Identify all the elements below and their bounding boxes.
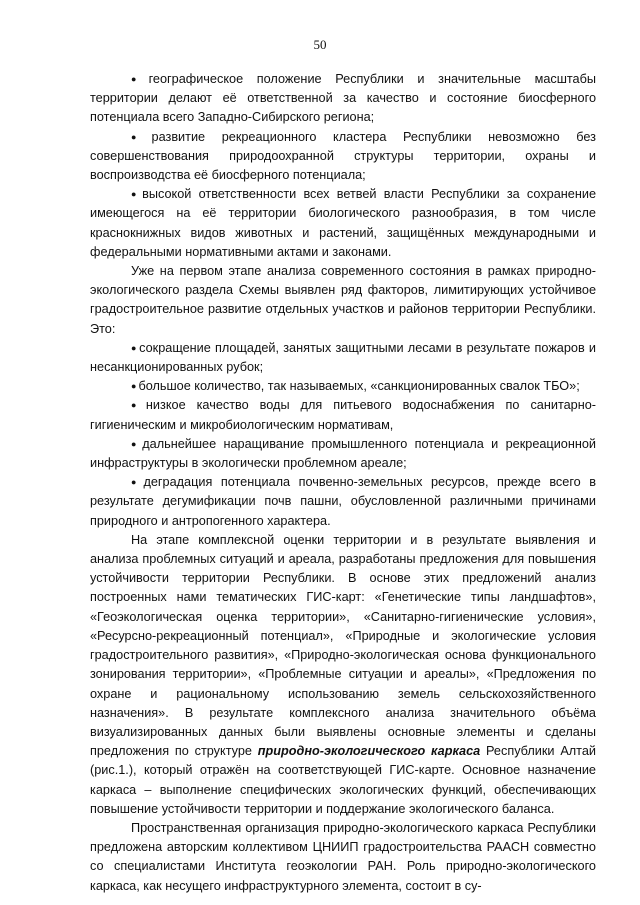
page-number: 50 xyxy=(313,37,327,52)
bullet-icon: ● xyxy=(131,189,141,200)
emphasis-term: природно-экологического каркаса xyxy=(257,744,481,759)
paragraph-spatial: Пространственная организация природно-экологического каркаса Республики предложена авторским коллективом ЦНИИП градостроительства РААСН совместно со специалистами Института геоэкологии РАН. Роль природно-экологического каркаса, как несущего инфраструктурного элемента, состоит в су- xyxy=(90,820,596,893)
bullet-item: ● географическое положение Республики и значительные масштабы территории делают её ответственной за качество и состояние биосферного потенциала всего Западно-Сибирского региона; xyxy=(90,72,597,125)
bullet-item: ● дальнейшее наращивание промышленного потенциала и рекреационной инфраструктуры в экологически проблемном ареале; xyxy=(90,436,596,471)
bullet-item: ● высокой ответственности всех ветвей власти Республики за сохранение имеющегося на её территории биологического разнообразия, в том числе краснокнижных видов животных и растений, защищённых международными и федеральными нормативными актами и законами. xyxy=(90,187,596,259)
bullet-item: ● сокращение площадей, занятых защитными лесами в результате пожаров и несанкционированных рубок; xyxy=(90,340,596,375)
bullet-icon: ● xyxy=(131,342,138,353)
bullet-icon: ● xyxy=(131,74,147,84)
paragraph-assessment: На этапе комплексной оценки территории и в результате выявления и анализа проблемных ситуаций и ареала, разработаны предложения для повышения устойчивости территории Республики. В основе этих предложений анализ построенных нами тематических ГИС-карт: «Генетические типы ландшафтов», «Геоэкологическая оценка территории», «Санитарно-гигиенические условия», «Ресурсно-рекреационный потенциал», «Природные и экологические условия градостроительного развития», «Природно-экологическая основа функционального зонирования территории», «Проблемные ситуации и ареалы», «Предложения по охране и рациональному использованию земель сельскохозяйственного назначения». В результате комплексного анализа значительного объёма визуализированных данных были выявлены основные элементы и сделаны предложения по структуре природно-экологического каркаса Республики Алтай (рис.1.), который отражён на соответствующей ГИС-карте. Основное назначение каркаса – выполнение специфических экологических функций, обеспечивающих повышение устойчивости территории и поддержание экологического баланса. xyxy=(90,532,596,816)
bullet-item: ● низкое качество воды для питьевого водоснабжения по санитарно-гигиеническим и микробиологическим нормативам, xyxy=(90,398,597,432)
bullet-item: ● развитие рекреационного кластера Республики невозможно без совершенствования природоохранной структуры территории, охраны и воспроизводства её биосферного потенциала; xyxy=(90,129,596,183)
bullet-icon: ● xyxy=(131,131,150,142)
bullet-item: ● большое количество, так называемых, «санкционированных свалок ТБО»; xyxy=(131,379,580,394)
bullet-icon: ● xyxy=(131,400,144,411)
body-text xyxy=(90,70,596,896)
bullet-icon: ● xyxy=(131,477,142,488)
bullet-icon: ● xyxy=(131,438,141,449)
paragraph-factors: Уже на первом этапе анализа современного состояния в рамках природно-экологического раздела Схемы выявлен ряд факторов, лимитирующих устойчивое градостроительное развитие отдельных участков и районов территории Республики. Это: xyxy=(90,264,596,336)
bullet-item: ● деградация потенциала почвенно-земельных ресурсов, прежде всего в результате дегумификации почв пашни, обусловленной различными причинами природного и антропогенного характера. xyxy=(90,475,597,528)
bullet-icon: ● xyxy=(131,381,137,392)
